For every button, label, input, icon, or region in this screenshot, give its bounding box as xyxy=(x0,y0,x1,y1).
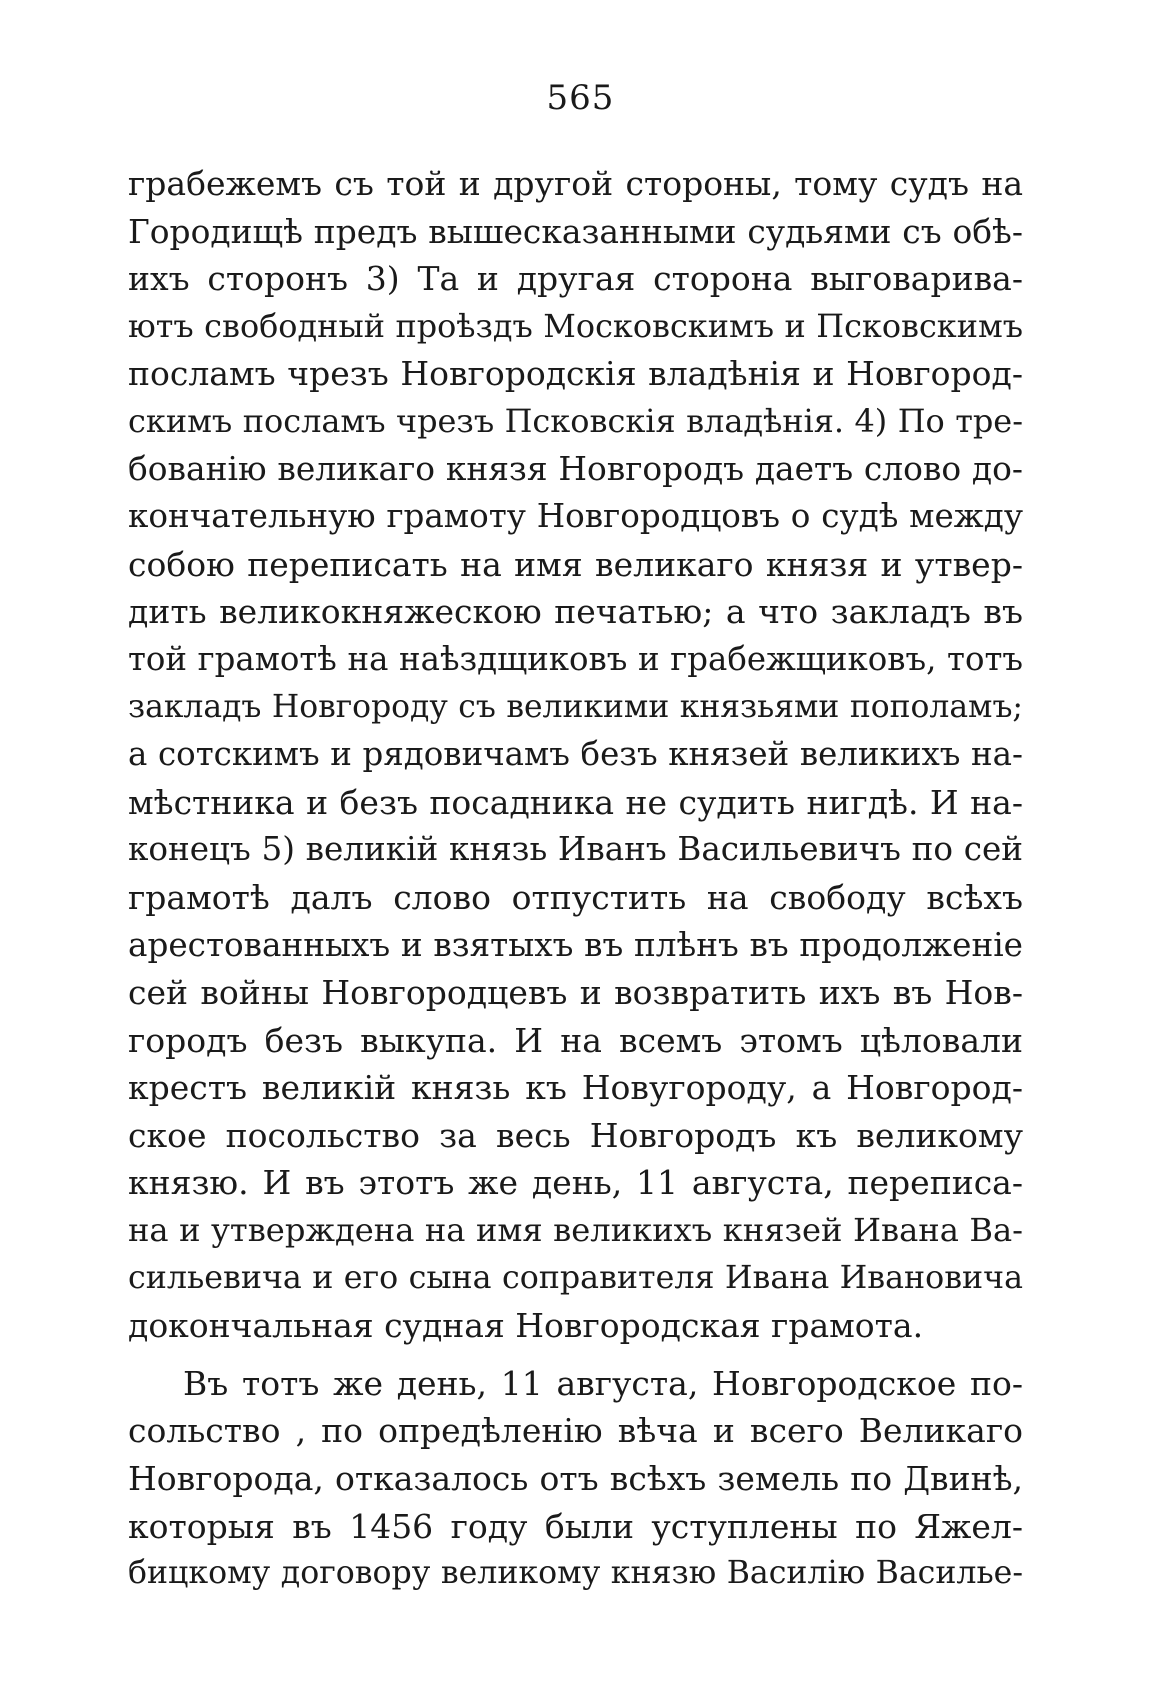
paragraph-start-line: Въ тотъ же день, 11 августа, Новгородское по- xyxy=(183,1363,1023,1403)
text-line: а сотскимъ и рядовичамъ безъ князей великихъ на- xyxy=(128,735,1023,774)
text-line: той грамотѣ на наѣздщиковъ и грабежщиковъ, тотъ xyxy=(128,639,1023,678)
text-line: скимъ посламъ чрезъ Псковскія владѣнія. 4) По тре- xyxy=(128,401,1023,440)
text-line: конецъ 5) великій князь Иванъ Васильевичъ по сей xyxy=(128,830,1023,869)
body-text xyxy=(128,160,1023,1598)
text-line: Новгорода, отказалось отъ всѣхъ земель по Двинѣ, xyxy=(128,1459,1023,1499)
text-line: ютъ свободный проѣздъ Московскимъ и Псковскимъ xyxy=(128,306,1023,345)
paragraph-end-line: докончальная судная Новгородская грамота. xyxy=(128,1306,924,1346)
text-line: закладъ Новгороду съ великими князьями пополамъ; xyxy=(128,688,1023,725)
text-line: грамотѣ далъ слово отпустить на свободу всѣхъ xyxy=(128,877,1023,917)
text-line: дить великокняжескою печатью; а что закладъ въ xyxy=(128,592,1023,632)
text-line: сильевича и его сына соправителя Ивана Ивановича xyxy=(128,1259,1023,1296)
text-line: крестъ великій князь къ Новугороду, а Новгород- xyxy=(128,1068,1023,1108)
text-line: Городищѣ предъ вышесказанными судьями съ обѣ- xyxy=(128,211,1023,251)
text-line: бицкому договору великому князю Василію Василье- xyxy=(128,1555,1023,1592)
text-line: посламъ чрезъ Новгородскія владѣнія и Новгород- xyxy=(128,354,1023,394)
text-line: на и утверждена на имя великихъ князей Ивана Ва- xyxy=(128,1211,1023,1250)
text-line: собою переписать на имя великаго князя и утвер- xyxy=(128,544,1023,584)
text-line: кончательную грамоту Новгородцовъ о судѣ между xyxy=(128,497,1023,536)
text-line: арестованныхъ и взятыхъ въ плѣнъ въ продолженіе xyxy=(128,925,1023,964)
text-line: ское посольство за весь Новгородъ къ великому xyxy=(128,1115,1023,1155)
text-line: князю. И въ этотъ же день, 11 августа, переписа- xyxy=(128,1163,1023,1203)
text-line: бованію великаго князя Новгородъ даетъ слово до- xyxy=(128,449,1023,488)
text-line: грабежемъ съ той и другой стороны, тому судъ на xyxy=(128,164,1023,203)
text-line: сей войны Новгородцевъ и возвратить ихъ въ Нов- xyxy=(128,973,1023,1013)
text-line: городъ безъ выкупа. И на всемъ этомъ цѣловали xyxy=(128,1020,1023,1060)
text-line: сольство , по опредѣленію вѣча и всего Великаго xyxy=(128,1411,1023,1451)
text-line: ихъ сторонъ 3) Та и другая сторона выговарива- xyxy=(128,259,1023,299)
text-line: которыя въ 1456 году были уступлены по Яжел- xyxy=(128,1506,1023,1546)
page-number: 565 xyxy=(546,78,615,118)
text-line: мѣстника и безъ посадника не судить нигдѣ. И на- xyxy=(128,782,1023,822)
